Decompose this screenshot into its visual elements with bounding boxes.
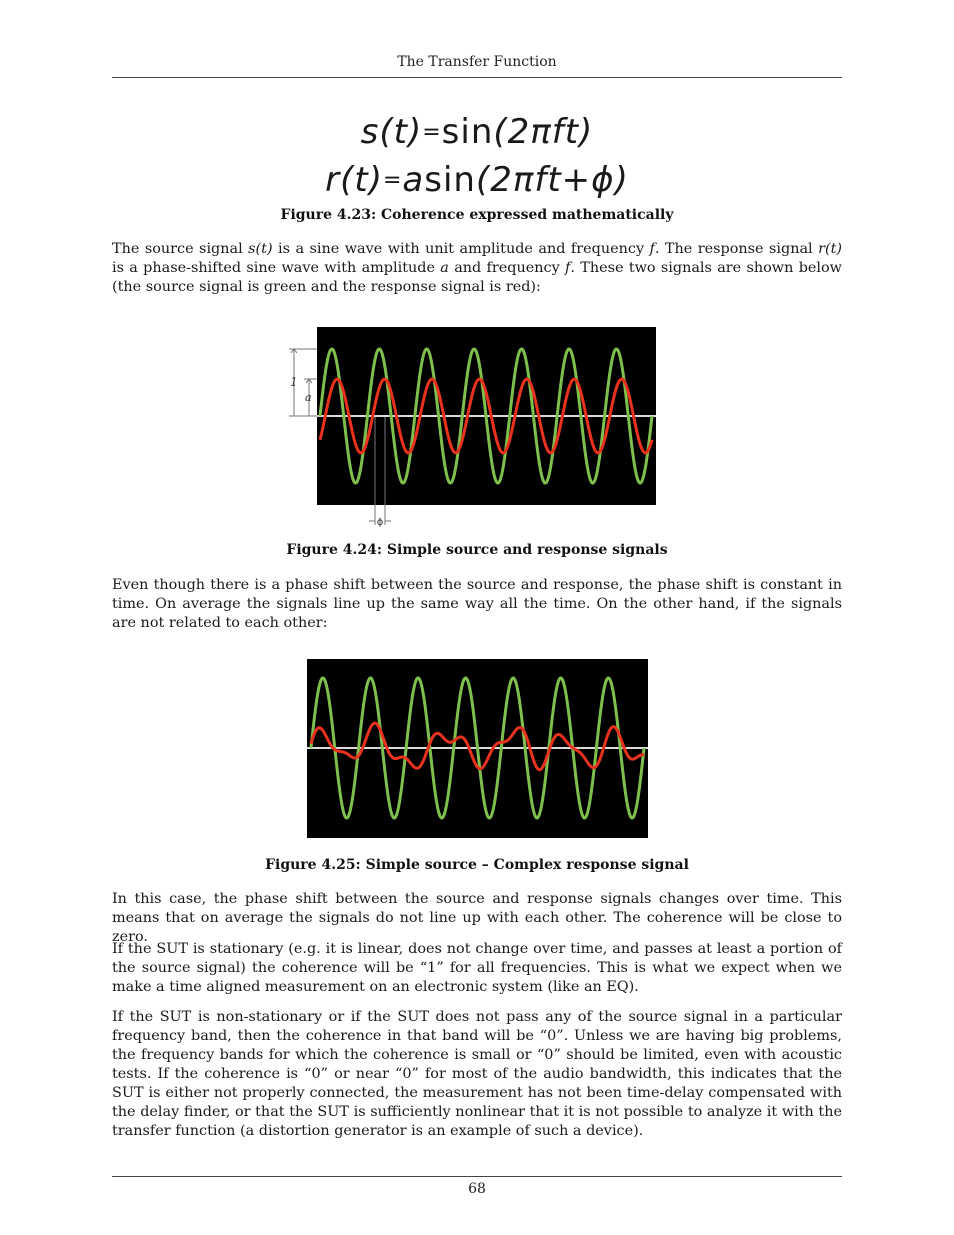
formula-source-lhs: s(t) [360,112,423,152]
label-phase: ϕ [376,517,384,528]
figure-caption-4-24: Figure 4.24: Simple source and response signals [286,542,668,558]
label-unit-amplitude-text: 1 [290,375,298,389]
formula-response-argument: (2πft+ϕ) [475,160,629,200]
paragraph-non-stationary-sut: If the SUT is non-stationary or if the SUT does not pass any of the source signal in a particular frequency band, then the coherence in that band will be “0”. Unless we are having big problems, the frequency bands for which the coherence is small or “0” should be limited, even with acoustic tests. If the coherence is “0” or near “0” for most of the audio bandwidth, this indicates that the SUT is either not properly connected, the measurement has not been time-delay compensated with the delay finder, or that the SUT is sufficiently nonlinear that it is not possible to analyze it with the transfer function (a distortion generator is an example of such a device). [112,1009,842,1139]
formula-response-signal [112,160,842,200]
paragraph-stationary-sut: If the SUT is stationary (e.g. it is linear, does not change over time, and passes at least a portion of the source signal) the coherence will be “1” for all frequencies. This is what we expect when we make a time aligned measurement on an electronic system (like an EQ). [112,941,842,995]
text-run: . The response signal [654,241,819,257]
formula-source-argument: (2πft) [493,112,594,152]
paragraph-changing-phase: In this case, the phase shift between the source and response signals changes over time. This means that on average the signals do not line up with each other. The coherence will be close to zero. [112,891,842,945]
figure-4-24-signal-plot [280,320,660,530]
text-run: and frequency [448,260,566,276]
text-run: is a phase-shifted sine wave with amplitude [112,260,441,276]
running-header: The Transfer Function [397,54,557,70]
formula-source-signal [112,112,842,152]
header-rule [112,77,842,78]
figure-4-25-signal-plot [307,659,648,838]
formula-response-function: sin [424,160,476,200]
paragraph-constant-phase: Even though there is a phase shift between the source and response, the phase shift is constant in time. On average the signals line up the same way all the time. On the other hand, if the signals are not related to each other: [112,577,842,631]
figure-caption-4-23: Figure 4.23: Coherence expressed mathematically [280,207,674,223]
math-a: a [440,260,449,276]
text-run: The source signal [112,241,249,257]
math-f: f [649,241,655,257]
footer-rule [112,1176,842,1177]
formula-source-function: sin [441,112,494,152]
formula-source-equals: = [422,120,442,145]
formula-response-amplitude: a [402,160,425,200]
math-f: f [565,260,571,276]
text-run: . These two signals are shown below (the source signal is green and the response signal is red): [112,260,843,295]
figure-caption-4-25: Figure 4.25: Simple source – Complex response signal [265,857,689,873]
math-r-t: r(t) [818,241,843,257]
formula-response-equals: = [382,168,403,193]
formula-response-lhs: r(t) [325,160,383,200]
page-number: 68 [468,1181,486,1197]
text-run: is a sine wave with unit amplitude and frequency [272,241,650,257]
math-s-t: s(t) [248,241,273,257]
label-response-amplitude: a [305,391,312,404]
paragraph-signals-description [112,240,842,297]
